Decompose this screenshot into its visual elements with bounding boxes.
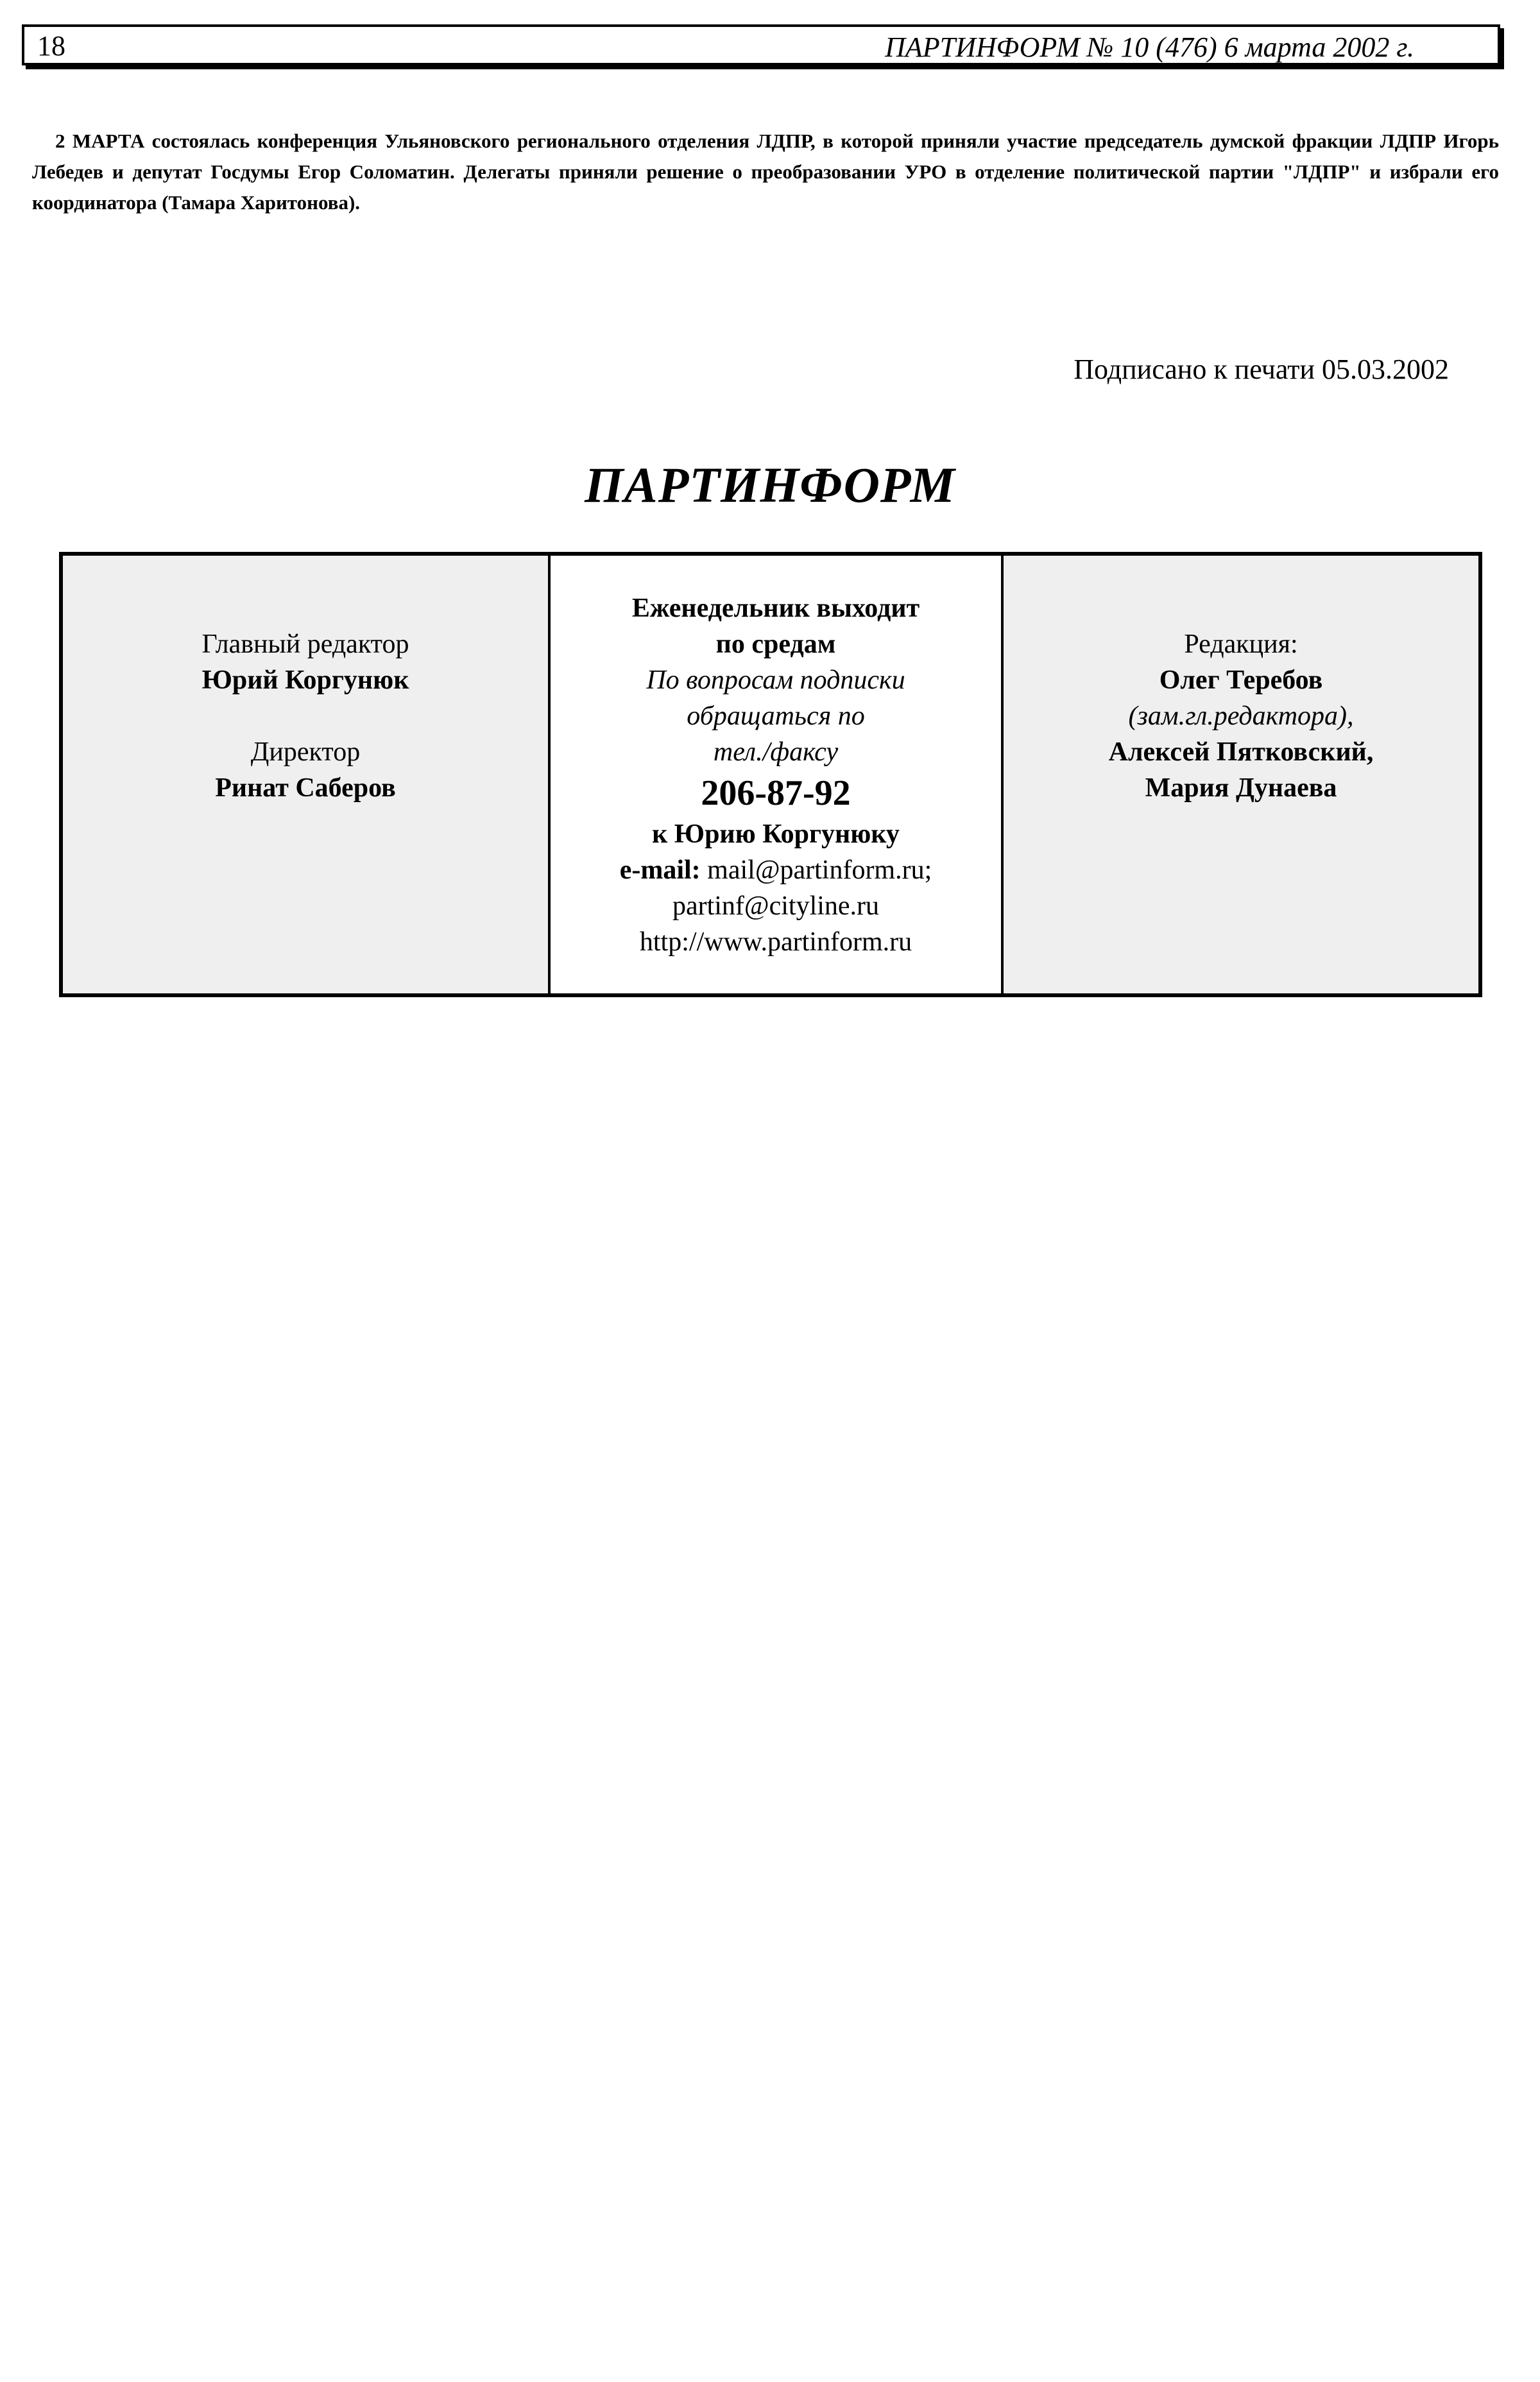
weekly-line-2: по средам (715, 630, 836, 659)
masthead-editors-column (63, 556, 551, 993)
page-header (22, 24, 1500, 65)
issue-line: ПАРТИНФОРМ № 10 (476) 6 марта 2002 г. (885, 31, 1414, 63)
editor-role: Главный редактор (201, 630, 409, 659)
masthead-contact-column (551, 556, 1004, 993)
email-2[interactable]: partinf@cityline.ru (672, 891, 880, 921)
staff-member-3: Мария Дунаева (1145, 773, 1337, 803)
subscription-line-3: тел./факсу (713, 737, 839, 767)
news-item: 2 МАРТА состоялась конференция Ульяновского регионального отделения ЛДПР, в которой приняли участие председатель думской фракции ЛДПР Игорь Лебедев и депутат Госдумы Егор Соломатин. Делегаты приняли решение о преобразовании УРО в отделение политической партии "ЛДПР" и избрали его координатора (Тамара Харитонова). (32, 130, 1499, 214)
weekly-line-1: Еженедельник выходит (631, 594, 920, 623)
phone-number: 206-87-92 (701, 773, 851, 813)
masthead-staff-column (1004, 556, 1478, 993)
email-line (551, 852, 1001, 888)
masthead-title: ПАРТИНФОРМ (585, 457, 955, 513)
subscription-line-1: По вопросам подписки (646, 665, 905, 695)
contact-person: к Юрию Коргунюку (652, 819, 900, 849)
page-number: 18 (37, 30, 65, 62)
staff-member-2: Алексей Пятковский, (1108, 737, 1374, 767)
staff-label: Редакция: (1184, 630, 1298, 659)
staff-member-1: Олег Теребов (1159, 665, 1323, 695)
editor-name: Юрий Коргунюк (201, 665, 409, 695)
email-label: e-mail: (619, 855, 701, 885)
masthead-box (59, 552, 1482, 997)
director-role: Директор (250, 737, 361, 767)
subscription-line-2: обращаться по (687, 701, 865, 731)
staff-member-1-role: (зам.гл.редактора), (1128, 701, 1354, 731)
director-name: Ринат Саберов (215, 773, 396, 803)
website-link[interactable]: http://www.partinform.ru (639, 927, 912, 957)
email-1[interactable]: mail@partinform.ru; (707, 855, 932, 885)
signed-to-print: Подписано к печати 05.03.2002 (1074, 354, 1449, 385)
